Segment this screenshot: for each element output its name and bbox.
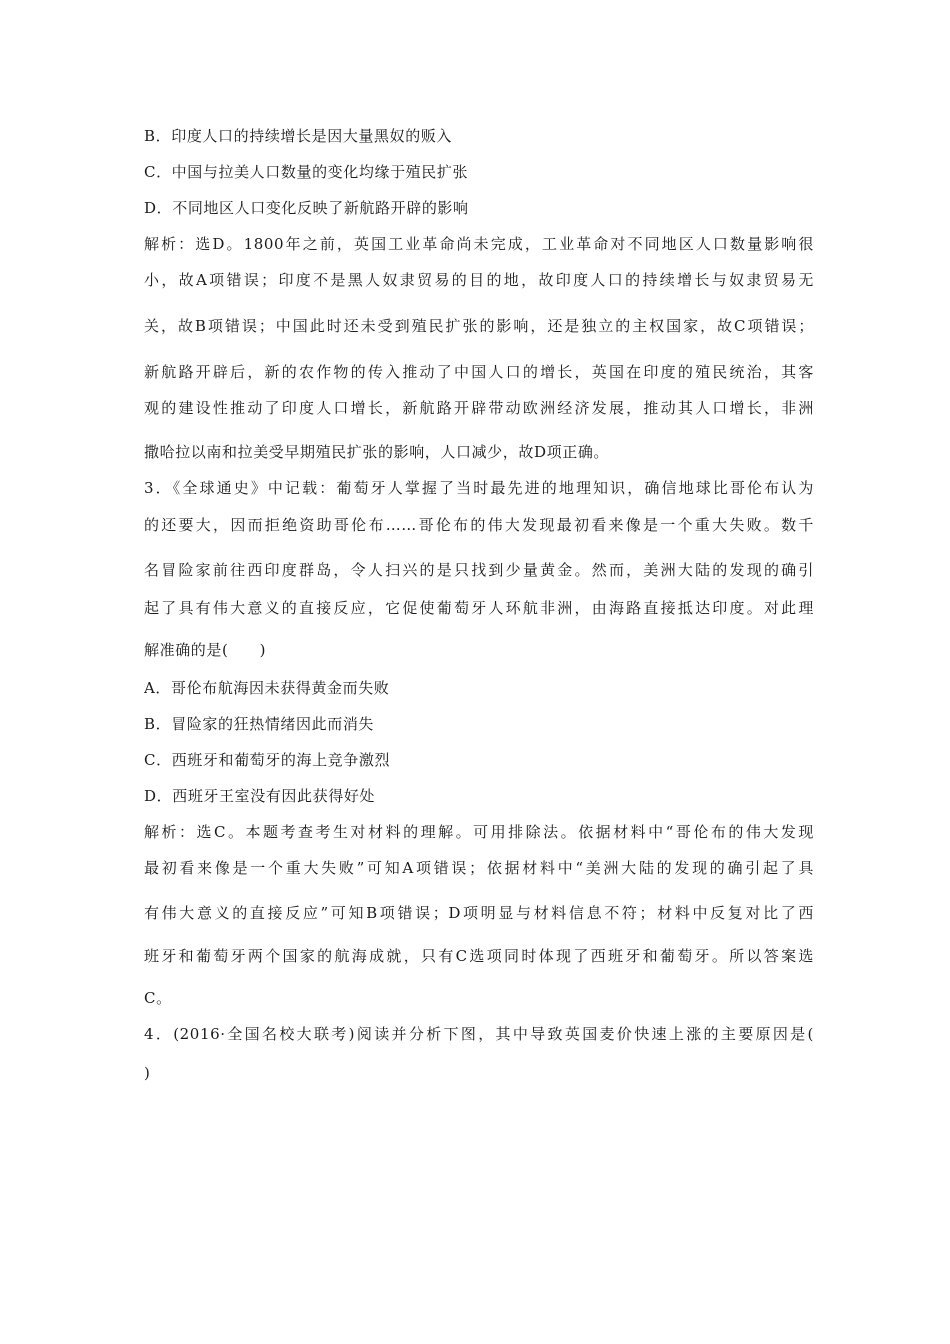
analysis-q3-line-2: 最初看来像是一个重大失败”可知A项错误；依据材料中“美洲大陆的发现的确引起了具 [144, 859, 814, 877]
question-3-line-3: 名冒险家前往西印度群岛，令人扫兴的是只找到少量黄金。然而，美洲大陆的发现的确引 [144, 561, 814, 579]
option-c-q2: C．中国与拉美人口数量的变化均缘于殖民扩张 [144, 163, 469, 181]
option-b-q3: B．冒险家的狂热情绪因此而消失 [144, 715, 375, 733]
analysis-q2-line-3: 关，故B项错误；中国此时还未受到殖民扩张的影响，还是独立的主权国家，故C项错误； [144, 317, 814, 335]
analysis-q3-line-1: 解析：选C。本题考查考生对材料的理解。可用排除法。依据材料中“哥伦布的伟大发现 [144, 823, 814, 841]
option-d-q2: D．不同地区人口变化反映了新航路开辟的影响 [144, 199, 469, 217]
analysis-q3-line-3: 有伟大意义的直接反应”可知B项错误；D项明显与材料信息不符；材料中反复对比了西 [144, 904, 814, 922]
analysis-q2-line-5: 观的建设性推动了印度人口增长，新航路开辟带动欧洲经济发展，推动其人口增长，非洲 [144, 399, 814, 417]
option-a-q3: A．哥伦布航海因未获得黄金而失败 [144, 679, 390, 697]
option-b-q2: B．印度人口的持续增长是因大量黑奴的贩入 [144, 127, 453, 145]
option-d-q3: D．西班牙王室没有因此获得好处 [144, 787, 376, 805]
analysis-q2-line-1: 解析：选D。1800年之前，英国工业革命尚未完成，工业革命对不同地区人口数量影响很 [144, 235, 814, 253]
question-3-line-5: 解准确的是( ) [144, 641, 267, 659]
analysis-q3-line-4: 班牙和葡萄牙两个国家的航海成就，只有C选项同时体现了西班牙和葡萄牙。所以答案选 [144, 947, 814, 965]
question-4-line-2: ) [144, 1064, 151, 1082]
question-4-line-1: 4．(2016·全国名校大联考)阅读并分析下图，其中导致英国麦价快速上涨的主要原因是( [144, 1025, 814, 1043]
analysis-q2-line-4: 新航路开辟后，新的农作物的传入推动了中国人口的增长，英国在印度的殖民统治，其客 [144, 363, 814, 381]
question-3-line-4: 起了具有伟大意义的直接反应，它促使葡萄牙人环航非洲，由海路直接抵达印度。对此理 [144, 599, 814, 617]
analysis-q3-line-5: C。 [144, 989, 172, 1007]
analysis-q2-line-6: 撒哈拉以南和拉美受早期殖民扩张的影响，人口减少，故D项正确。 [144, 443, 610, 461]
question-3-line-2: 的还要大，因而拒绝资助哥伦布……哥伦布的伟大发现最初看来像是一个重大失败。数千 [144, 516, 814, 534]
analysis-q2-line-2: 小，故A项错误；印度不是黑人奴隶贸易的目的地，故印度人口的持续增长与奴隶贸易无 [144, 271, 814, 289]
option-c-q3: C．西班牙和葡萄牙的海上竞争激烈 [144, 751, 391, 769]
question-3-line-1: 3．《全球通史》中记载：葡萄牙人掌握了当时最先进的地理知识，确信地球比哥伦布认为 [144, 479, 814, 497]
